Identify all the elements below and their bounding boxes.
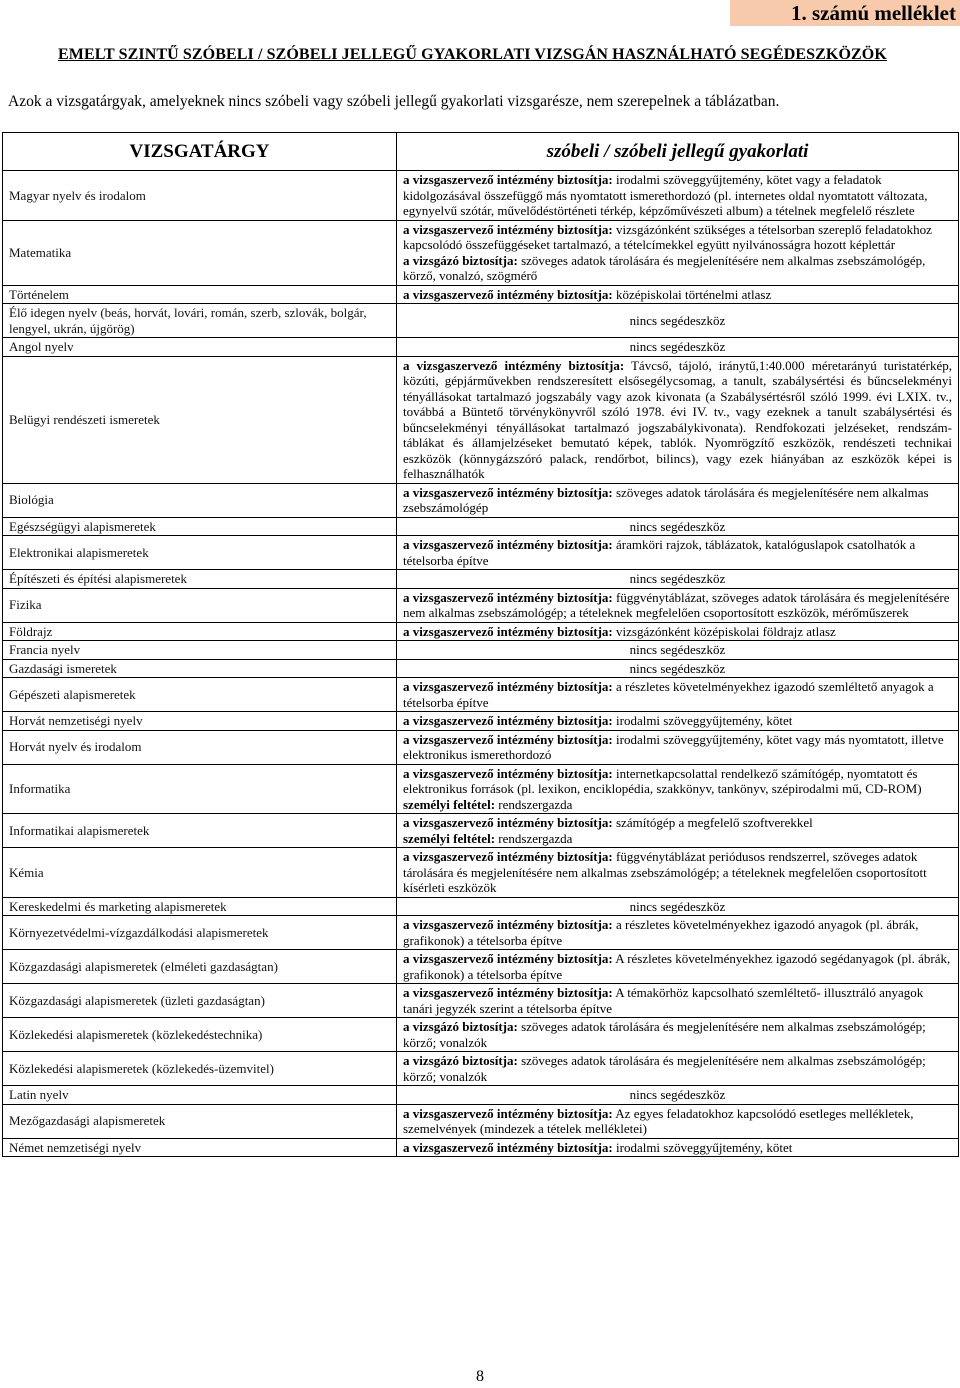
table-row — [3, 897, 959, 916]
aid-provider: a vizsgaszervező intézmény biztosítja: — [403, 731, 613, 747]
aid-line — [403, 1019, 952, 1050]
aid-cell — [397, 764, 959, 814]
subject-cell: Német nemzetiségi nyelv — [3, 1138, 397, 1157]
aid-cell — [397, 814, 959, 848]
aid-line — [403, 831, 952, 847]
header-subject: VIZSGATÁRGY — [3, 133, 397, 171]
table-body — [3, 171, 959, 1157]
subject-cell: Belügyi rendészeti ismeretek — [3, 356, 397, 483]
aid-provider: a vizsgázó biztosítja: — [403, 1019, 518, 1034]
aid-line — [403, 849, 952, 896]
table-row — [3, 220, 959, 285]
aid-items: irodalmi szöveggyűjtemény, kötet vagy más nyomtatott, illetve elektronikus ismerethordozó — [403, 731, 944, 762]
aid-line — [403, 679, 952, 710]
aid-line — [403, 253, 952, 284]
aid-items: függvénytáblázat, szöveges adatok tárolására és megjelenítésére nem alkalmas zsebszámológép; a tételeknek megfelelően csoportosított eszközök, mérőműszerek — [403, 589, 950, 620]
aid-items: rendszergazda — [495, 796, 573, 812]
subject-cell: Gazdasági ismeretek — [3, 659, 397, 678]
subject-cell: Horvát nyelv és irodalom — [3, 730, 397, 764]
aid-provider: a vizsgaszervező intézmény biztosítja: — [403, 537, 613, 552]
aid-cell: nincs segédeszköz — [397, 570, 959, 589]
table-row — [3, 338, 959, 357]
subject-cell: Építészeti és építési alapismeretek — [3, 570, 397, 589]
aid-cell — [397, 916, 959, 950]
subject-cell: Fizika — [3, 588, 397, 622]
subject-cell: Informatikai alapismeretek — [3, 814, 397, 848]
subject-cell: Közgazdasági alapismeretek (elméleti gazdaságtan) — [3, 950, 397, 984]
aid-cell — [397, 984, 959, 1018]
table-header-row — [3, 133, 959, 171]
aid-line — [403, 766, 952, 797]
aid-cell — [397, 678, 959, 712]
aid-provider: a vizsgaszervező intézmény biztosítja: — [403, 917, 613, 932]
table-row — [3, 678, 959, 712]
table-row — [3, 764, 959, 814]
aid-provider: a vizsgázó biztosítja: — [403, 252, 518, 268]
aid-cell — [397, 536, 959, 570]
aid-cell — [397, 712, 959, 731]
aid-line — [403, 797, 952, 813]
aid-items: számítógép a megfelelő szoftverekkel — [612, 815, 813, 830]
aid-line — [403, 358, 952, 482]
table-row — [3, 570, 959, 589]
aid-cell — [397, 622, 959, 641]
subjects-table — [2, 132, 959, 1157]
aid-provider: a vizsgaszervező intézmény biztosítja: — [403, 849, 613, 864]
subject-cell: Kémia — [3, 848, 397, 898]
subject-cell: Angol nyelv — [3, 338, 397, 357]
aid-cell — [397, 848, 959, 898]
aid-cell — [397, 950, 959, 984]
aid-cell: nincs segédeszköz — [397, 897, 959, 916]
table-row — [3, 1104, 959, 1138]
aid-items: Az egyes feladatokhoz kapcsolódó esetleges mellékletek, szemelvények (mindezek a tételek mellékletei) — [403, 1105, 914, 1136]
aid-provider: a vizsgaszervező intézmény biztosítja: — [403, 589, 613, 605]
aid-cell — [397, 1138, 959, 1157]
aid-provider: a vizsgaszervező intézmény biztosítja: — [403, 1105, 613, 1121]
aid-provider: személyi feltétel: — [403, 796, 496, 812]
aid-cell — [397, 220, 959, 285]
aid-line — [403, 985, 952, 1016]
aid-provider: személyi feltétel: — [403, 830, 496, 846]
subject-cell: Francia nyelv — [3, 641, 397, 660]
aid-line — [403, 1106, 952, 1137]
aid-line — [403, 537, 952, 568]
aid-provider: a vizsgaszervező intézmény biztosítja: — [403, 484, 613, 500]
subject-cell: Egészségügyi alapismeretek — [3, 517, 397, 536]
table-row — [3, 171, 959, 221]
table-row — [3, 916, 959, 950]
subject-cell: Közgazdasági alapismeretek (üzleti gazdaságtan) — [3, 984, 397, 1018]
aid-line — [403, 172, 952, 219]
aid-items: irodalmi szöveggyűjtemény, kötet — [612, 713, 793, 728]
subject-cell: Horvát nemzetiségi nyelv — [3, 712, 397, 731]
aid-cell: nincs segédeszköz — [397, 304, 959, 338]
table-row — [3, 285, 959, 304]
table-row — [3, 1052, 959, 1086]
aid-line — [403, 713, 952, 729]
aid-items: vizsgázónként középiskolai földrajz atlasz — [612, 623, 836, 639]
table-row — [3, 848, 959, 898]
subject-cell: Mezőgazdasági alapismeretek — [3, 1104, 397, 1138]
intro-text: Azok a vizsgatárgyak, amelyeknek nincs szóbeli vagy szóbeli jellegű gyakorlati vizsgarésze, nem szerepelnek a táblázatban. — [8, 93, 780, 110]
aid-items: A részletes követelményekhez igazodó segédanyagok (pl. ábrák, grafikonok) a tételsorba építve — [403, 951, 951, 982]
aid-line — [403, 624, 952, 640]
aid-provider: a vizsgaszervező intézmény biztosítja: — [403, 357, 625, 373]
aid-cell: nincs segédeszköz — [397, 1086, 959, 1105]
aid-items: függvénytáblázat periódusos rendszerrel, szöveges adatok tárolására és megjelenítésére nem alkalmas zsebszámológép; a tételeknek megfelelően csoportosított kísérleti eszközök — [403, 849, 927, 895]
subject-cell: Biológia — [3, 483, 397, 517]
aid-provider: a vizsgaszervező intézmény biztosítja: — [403, 765, 613, 781]
aid-items: szöveges adatok tárolására és megjelenítésére nem alkalmas zsebszámológép; körző; vonalzók — [403, 1019, 926, 1050]
aid-line — [403, 222, 952, 253]
subject-cell: Elektronikai alapismeretek — [3, 536, 397, 570]
aid-items: A témakörhöz kapcsolható szemléltető- illusztráló anyagok tanári jegyzék szerint a tételsorba építve — [403, 985, 924, 1016]
aid-provider: a vizsgaszervező intézmény biztosítja: — [403, 815, 613, 830]
aid-cell — [397, 1104, 959, 1138]
aid-cell: nincs segédeszköz — [397, 659, 959, 678]
aid-line — [403, 287, 952, 303]
aid-provider: a vizsgaszervező intézmény biztosítja: — [403, 286, 613, 302]
table-row — [3, 659, 959, 678]
aid-items: a részletes követelményekhez igazodó anyagok (pl. ábrák, grafikonok) a tételsorba építve — [403, 917, 919, 948]
aid-cell — [397, 1018, 959, 1052]
aid-provider: a vizsgaszervező intézmény biztosítja: — [403, 1139, 613, 1155]
table-row — [3, 517, 959, 536]
aid-items: szöveges adatok tárolására és megjelenítésére nem alkalmas zsebszámológép — [403, 484, 929, 515]
table-row — [3, 536, 959, 570]
table-row — [3, 641, 959, 660]
subject-cell: Élő idegen nyelv (beás, horvát, lovári, román, szerb, szlovák, bolgár, lengyel, ukrán, újgörög) — [3, 304, 397, 338]
aid-cell — [397, 285, 959, 304]
subject-cell: Közlekedési alapismeretek (közlekedés-üzemvitel) — [3, 1052, 397, 1086]
subject-cell: Matematika — [3, 220, 397, 285]
aid-provider: a vizsgaszervező intézmény biztosítja: — [403, 679, 613, 694]
aid-cell — [397, 588, 959, 622]
aid-line — [403, 1053, 952, 1084]
aid-provider: a vizsgaszervező intézmény biztosítja: — [403, 221, 613, 237]
subject-cell: Informatika — [3, 764, 397, 814]
aid-items: irodalmi szöveggyűjtemény, kötet vagy a feladatok kidolgozásával összefüggő más nyomtatott ismerethordozó (pl. internetes oldal nyomtatott változata, egynyelvű szótár, művelődéstörténeti térkép, képzőművészeti album) a tételnek megfelelő részlete — [403, 172, 928, 218]
aid-line — [403, 815, 952, 831]
aid-items: irodalmi szöveggyűjtemény, kötet — [612, 1139, 793, 1155]
aid-line — [403, 1140, 952, 1156]
aid-items: áramköri rajzok, táblázatok, katalóguslapok csatolhatók a tételsorba építve — [403, 537, 916, 568]
subject-cell: Földrajz — [3, 622, 397, 641]
table-row — [3, 984, 959, 1018]
aid-line — [403, 485, 952, 516]
aid-line — [403, 951, 952, 982]
subject-cell: Kereskedelmi és marketing alapismeretek — [3, 897, 397, 916]
subject-cell: Közlekedési alapismeretek (közlekedéstechnika) — [3, 1018, 397, 1052]
subject-cell: Gépészeti alapismeretek — [3, 678, 397, 712]
table-row — [3, 950, 959, 984]
aid-cell: nincs segédeszköz — [397, 517, 959, 536]
aid-items: szöveges adatok tárolására és megjelenítésére nem alkalmas zsebszámológép, körző, vonalzó, szögmérő — [403, 252, 926, 283]
aid-provider: a vizsgaszervező intézmény biztosítja: — [403, 172, 613, 187]
table-row — [3, 1138, 959, 1157]
subject-cell: Környezetvédelmi-vízgazdálkodási alapismeretek — [3, 916, 397, 950]
subject-cell: Történelem — [3, 285, 397, 304]
table-row — [3, 1018, 959, 1052]
aid-line — [403, 590, 952, 621]
aid-items: szöveges adatok tárolására és megjelenítésére nem alkalmas zsebszámológép; körző; vonalzók — [403, 1053, 926, 1084]
table-row — [3, 622, 959, 641]
subject-cell: Latin nyelv — [3, 1086, 397, 1105]
aid-cell — [397, 730, 959, 764]
table-row — [3, 304, 959, 338]
aid-cell: nincs segédeszköz — [397, 338, 959, 357]
aid-items: vizsgázónként szükséges a tételsorban szereplő feladatokhoz kapcsolódó összefüggéseket tartalmazó, a tételcímekkel együtt nyilvánosságra hozott képlettár — [403, 221, 932, 252]
aid-items: Távcső, tájoló, iránytű,1:40.000 méretarányú turistatérkép, közúti, gépjárművekben rendszeresített elsősegélycsomag, a tanult, szabálysértési és bűncselekményi tényállásokat tartalmazó jogszabály vagy azok kivonata (a Szabálysértésről szóló 1999. évi LXIX. tv., továbbá a Büntető törvénykönyvről szóló 1978. évi IV. tv., vagy ezeknek a tanult szabálysértési és bűncselekményi tényállásokat tartalmazó jogszabálykivonata). Rendfokozati jelzéseket, rendszám-táblákat és államjelzéseket bemutató képek, tablók. Nyomrögzítő eszközök, rendészeti technikai eszközök (könnygázszóró palack, rendőrbot, bilincs), vagy ezek hiányában az eszközök képei is felhasználhatók — [403, 357, 952, 481]
table-row — [3, 356, 959, 483]
document-title: EMELT SZINTŰ SZÓBELI / SZÓBELI JELLEGŰ GYAKORLATI VIZSGÁN HASZNÁLHATÓ SEGÉDESZKÖZÖK — [58, 46, 887, 63]
table-row — [3, 1086, 959, 1105]
aid-cell — [397, 1052, 959, 1086]
aid-items: rendszergazda — [495, 830, 573, 846]
aid-provider: a vizsgaszervező intézmény biztosítja: — [403, 985, 613, 1000]
aid-cell — [397, 356, 959, 483]
annex-label: 1. számú melléklet — [730, 0, 960, 26]
aid-items: középiskolai történelmi atlasz — [612, 286, 772, 302]
header-aids: szóbeli / szóbeli jellegű gyakorlati — [397, 133, 959, 171]
page-number: 8 — [476, 1368, 484, 1385]
aid-items: internetkapcsolattal rendelkező számítógép, nyomtatott és elektronikus források (pl. lexikon, enciklopédia, szakkönyv, tankönyv, szépirodalmi mű, CD-ROM) — [403, 765, 922, 796]
aid-line — [403, 917, 952, 948]
aid-provider: a vizsgaszervező intézmény biztosítja: — [403, 951, 613, 966]
table-row — [3, 712, 959, 731]
table-row — [3, 730, 959, 764]
table-row — [3, 814, 959, 848]
subject-cell: Magyar nyelv és irodalom — [3, 171, 397, 221]
aid-cell: nincs segédeszköz — [397, 641, 959, 660]
aid-items: a részletes követelményekhez igazodó szemléltető anyagok a tételsorba építve — [403, 679, 934, 710]
table-row — [3, 483, 959, 517]
aid-provider: a vizsgaszervező intézmény biztosítja: — [403, 623, 613, 639]
table-row — [3, 588, 959, 622]
aid-provider: a vizsgaszervező intézmény biztosítja: — [403, 713, 613, 728]
aid-cell — [397, 171, 959, 221]
aid-cell — [397, 483, 959, 517]
aid-provider: a vizsgázó biztosítja: — [403, 1053, 518, 1068]
aid-line — [403, 732, 952, 763]
